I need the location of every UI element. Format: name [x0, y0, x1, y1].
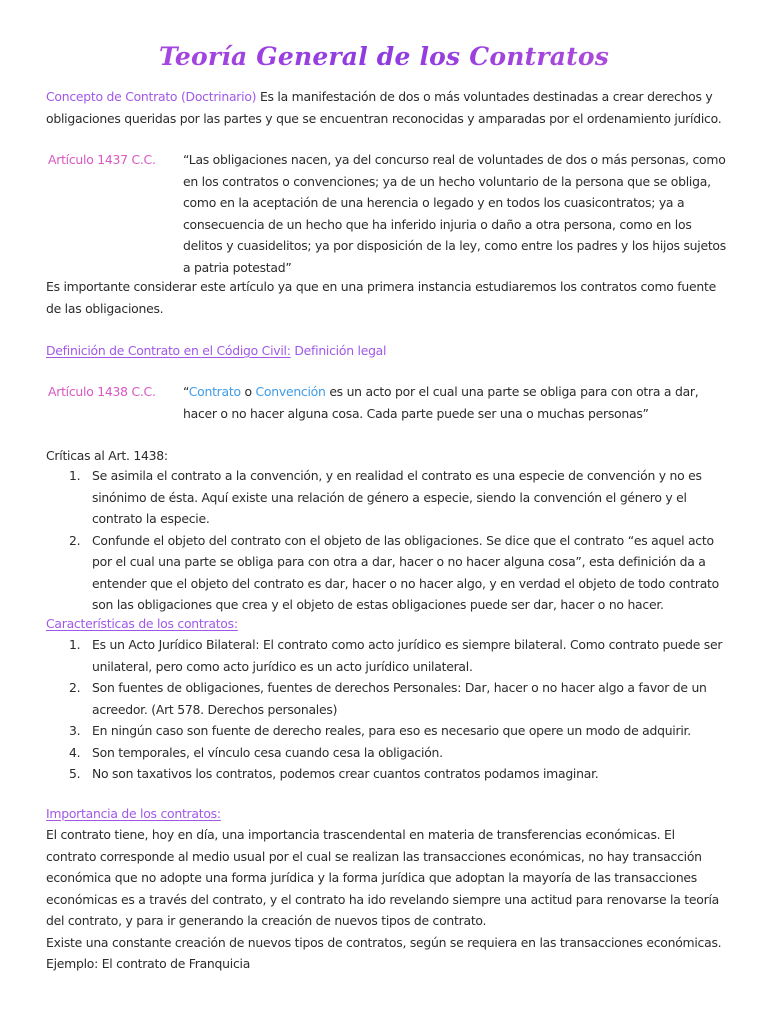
- list-item: [46, 465, 726, 530]
- importancia-paragraph-3: Ejemplo: El contrato de Franquicia: [46, 956, 251, 971]
- contrato-term: Contrato: [188, 384, 241, 399]
- concepto-label: Concepto de Contrato (Doctrinario): [46, 89, 257, 104]
- list-number: 4.: [69, 744, 81, 760]
- list-item: [46, 763, 726, 785]
- list-number: 3.: [69, 723, 81, 738]
- list-item: [46, 634, 726, 677]
- criticas-heading: Críticas al Art. 1438:: [46, 448, 168, 463]
- convencion-term: Convención: [255, 384, 326, 399]
- list-item-text: En ningún caso son fuente de derecho reales, para eso es necesario que opere un modo de adquirir.: [92, 723, 691, 738]
- definicion-label: Definición de Contrato en el Código Civil:: [46, 343, 291, 358]
- page-title: Teoría General de los Contratos: [0, 42, 768, 71]
- importancia-paragraph-2: Existe una constante creación de nuevos tipos de contratos, según se requiera en las transacciones económicas.: [46, 934, 722, 950]
- art1438-o: o: [240, 384, 256, 399]
- art1438-body: es un acto por el cual una parte se obliga para con otra a dar, hacer o no hacer alguna cosa. Cada parte puede ser una o muchas personas”: [183, 384, 699, 421]
- criticas-list: [46, 465, 726, 616]
- art1438-label: Artículo 1438 C.C.: [48, 384, 156, 399]
- list-item: [46, 742, 726, 764]
- art1438-text: [183, 381, 728, 424]
- list-number: 2.: [69, 680, 81, 695]
- art1438-quote-open: “: [183, 384, 189, 399]
- caracteristicas-list: [46, 634, 726, 785]
- importante-paragraph: Es importante considerar este artículo ya que en una primera instancia estudiaremos los contratos como fuente de las obligaciones.: [46, 279, 716, 316]
- concepto-paragraph: [46, 86, 726, 129]
- list-item: [46, 677, 726, 720]
- definicion-heading: [46, 340, 726, 362]
- list-item-text: Se asimila el contrato a la convención, y en realidad el contrato es una especie de convención y no es sinónimo de ésta. Aquí existe una relación de género a especie, siendo la convención el género y el contrato la especie.: [92, 468, 702, 526]
- list-number: 2.: [69, 532, 81, 548]
- list-number: 1.: [69, 637, 81, 652]
- list-number: 1.: [69, 468, 81, 483]
- list-item-text: No son taxativos los contratos, podemos crear cuantos contratos podamos imaginar.: [92, 766, 599, 781]
- list-item-text: Son temporales, el vínculo cesa cuando cesa la obligación.: [92, 744, 443, 760]
- list-item: [46, 530, 726, 616]
- importancia-paragraph-1: El contrato tiene, hoy en día, una importancia trascendental en materia de transferencias económicas. El contrato corresponde al medio usual por el cual se realizan las transacciones económicas, no hay transacción económica que no adopte una forma jurídica y la forma jurídica que adoptan la mayoría de las transacciones económicas es a través del contrato, y el contrato ha ido revelando siempre una actitud para renovarse la teoría del contrato, y para ir generando la creación de nuevos tipos de contrato.: [46, 827, 719, 928]
- list-item-text: Confunde el objeto del contrato con el objeto de las obligaciones. Se dice que el contrato “es aquel acto por el cual una parte se obliga para con otra a dar, hacer o no hacer alguna cosa”, esta definición da a entender que el objeto del contrato es dar, hacer o no hacer algo, y en verdad el objeto de todo contrato son las obligaciones que crea y el objeto de estas obligaciones puede ser dar, hacer o no hacer.: [92, 532, 719, 612]
- art1437-text: “Las obligaciones nacen, ya del concurso real de voluntades de dos o más personas, como en los contratos o convenciones; ya de un hecho voluntario de la persona que se obliga, como en la aceptación de una herencia o legado y en todos los cuasicontratos; ya a consecuencia de un hecho que ha inferido injuria o daño a otra persona, como en los delitos y cuasidelitos; ya por disposición de la ley, como entre los padres y los hijos sujetos a patria potestad”: [183, 152, 726, 275]
- concepto-text: Es la manifestación de dos o más voluntades destinadas a crear derechos y obligaciones queridas por las partes y que se encuentran reconocidas y amparadas por el ordenamiento jurídico.: [46, 89, 722, 126]
- caracteristicas-heading: Características de los contratos:: [46, 616, 238, 631]
- list-item-text: Es un Acto Jurídico Bilateral: El contrato como acto jurídico es siempre bilateral. Como contrato puede ser unilateral, pero como acto jurídico es un acto jurídico unilateral.: [92, 637, 723, 674]
- list-item: [46, 720, 726, 742]
- definicion-rest: Definición legal: [290, 343, 387, 358]
- list-number: 5.: [69, 766, 81, 781]
- list-item-text: Son fuentes de obligaciones, fuentes de derechos Personales: Dar, hacer o no hacer algo a favor de un acreedor. (Art 578. Derechos personales): [92, 680, 707, 717]
- importancia-heading: Importancia de los contratos:: [46, 806, 221, 821]
- importancia-body: [46, 824, 726, 975]
- art1437-label: Artículo 1437 C.C.: [48, 152, 156, 167]
